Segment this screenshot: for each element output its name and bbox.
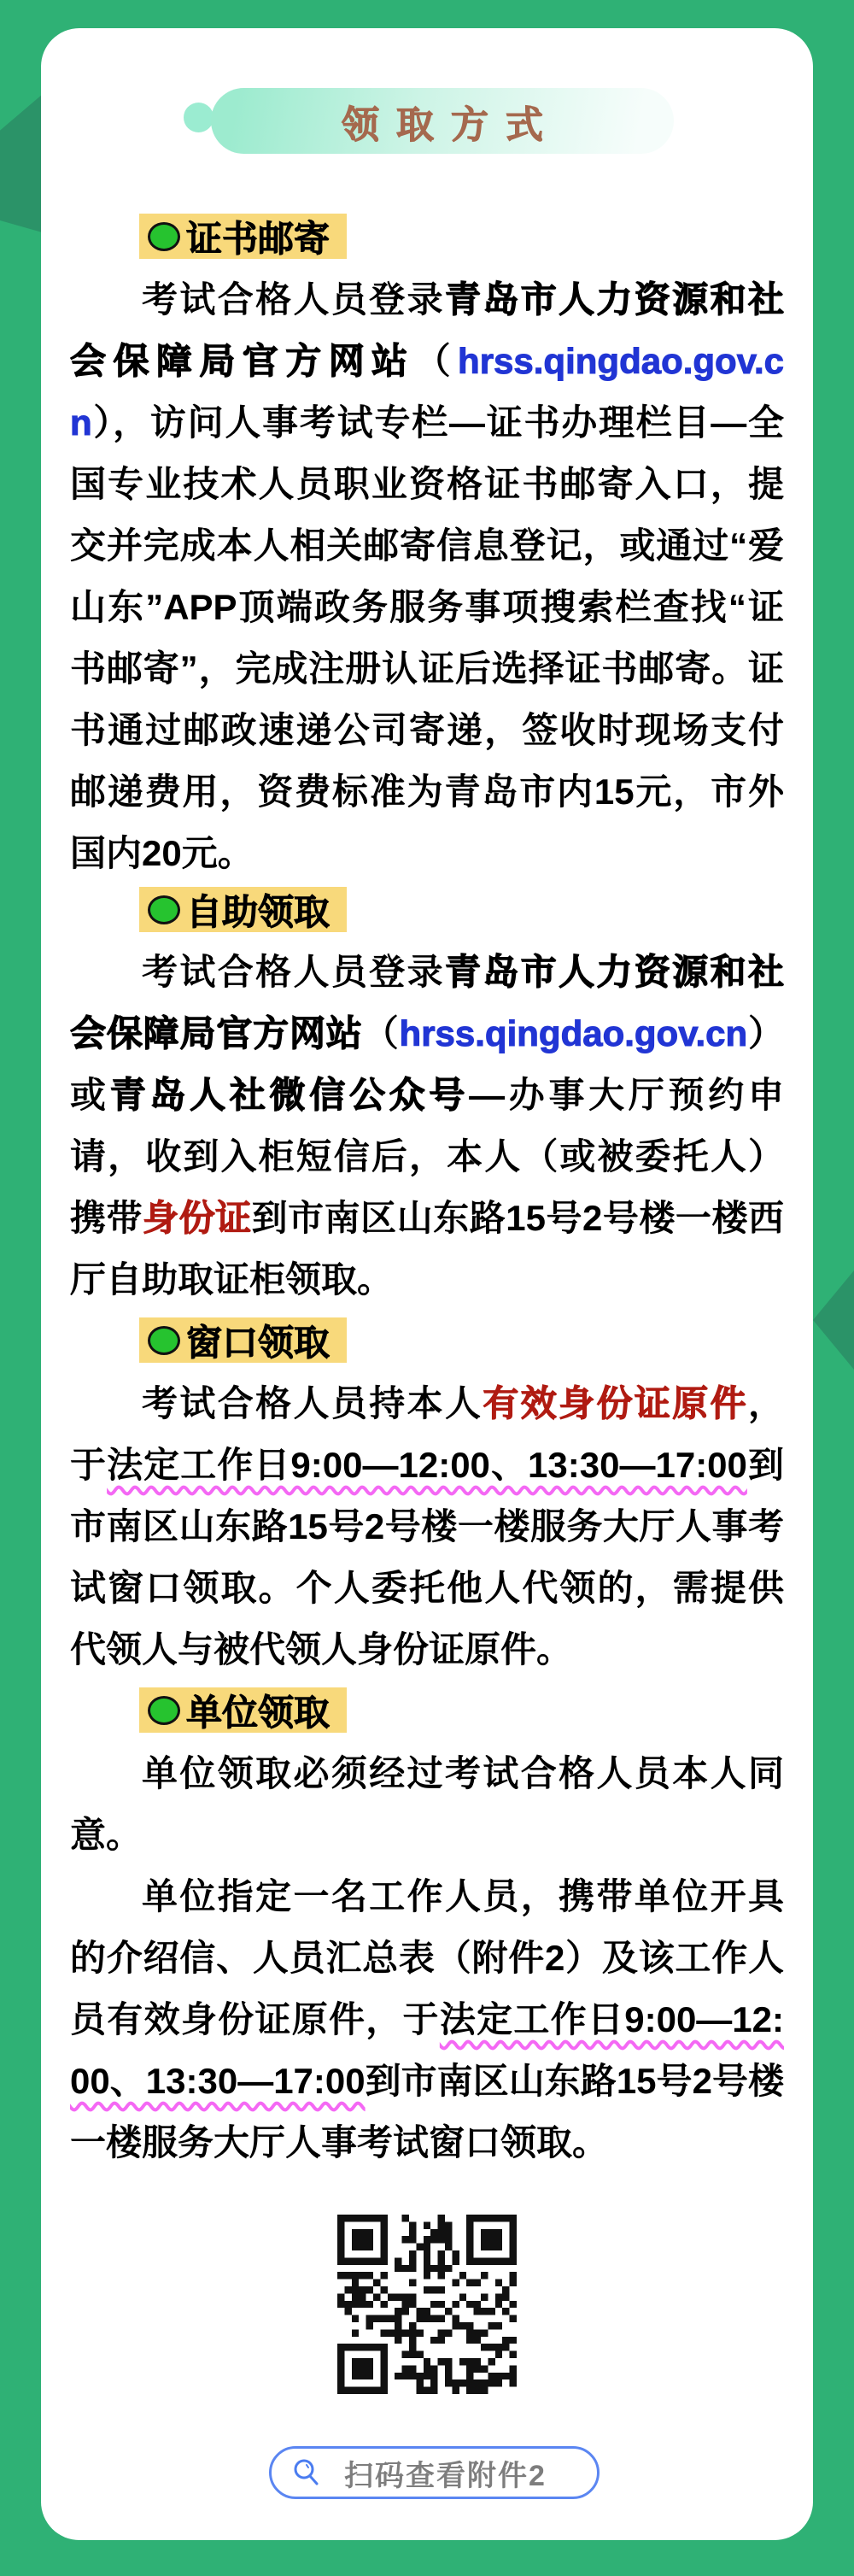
section-badge-label: 窗口领取	[186, 1322, 330, 1363]
url-link[interactable]: hrss.qingdao.gov.cn	[399, 1013, 748, 1053]
body-text: 青岛市人力资源和社会保障局官方网站	[70, 279, 784, 381]
page-title: 领取方式	[342, 103, 560, 146]
section-badge	[139, 1687, 347, 1733]
bullet-dot-icon	[148, 1326, 180, 1355]
body-text: （	[414, 341, 459, 381]
section-badge-label: 证书邮寄	[186, 218, 330, 259]
body-text: 单位指定一名工作人员，携带单位开具的介绍信、人员汇总表（附件2）及该工作人员有效身份证原件，于	[70, 1876, 784, 2039]
section-paragraphs	[70, 942, 784, 1311]
paragraph	[70, 269, 784, 884]
emphasis-red-text: 有效身份证原件	[483, 1383, 748, 1423]
section-badge	[139, 214, 347, 259]
decor-shape-right	[813, 1270, 854, 1370]
paragraph	[70, 942, 784, 1311]
body-text: 到市南区山东路15号2号楼一楼服务大厅人事考试窗口领取。	[70, 2061, 784, 2162]
section-paragraphs	[70, 269, 784, 884]
content-card	[41, 28, 813, 2540]
search-icon	[290, 2456, 323, 2489]
qr-code	[337, 2215, 517, 2394]
scan-attachment-label: 扫码查看附件2	[344, 2459, 547, 2492]
body-text: （	[362, 1013, 400, 1053]
body-text: 到市南区山东路15号2号楼一楼服务大厅人事考试窗口领取。个人委托他人代领的，需提供代领人与被代领人身份证原件。	[70, 1445, 784, 1669]
body-text: —办事大厅预约申请，收到入柜短信后，本人（或被委托人）携带	[70, 1075, 784, 1238]
bullet-dot-icon	[148, 222, 180, 251]
scan-attachment-button[interactable]	[269, 2446, 600, 2499]
paragraph	[70, 1373, 784, 1681]
url-link[interactable]: hrss.qingdao.gov.cn	[70, 341, 784, 443]
bullet-dot-icon	[148, 895, 180, 924]
wavy-underlined-text: 法定工作日9:00—12:00、13:30—17:00	[70, 1999, 784, 2101]
paragraph	[70, 1866, 784, 2174]
section-badge-label: 单位领取	[186, 1692, 330, 1733]
section-paragraphs	[70, 1373, 784, 1681]
body-text: 考试合格人员登录	[142, 952, 445, 992]
body-text: 单位领取必须经过考试合格人员本人同意。	[70, 1753, 784, 1855]
body-text: 青岛市人力资源和社会保障局官方网站	[70, 952, 784, 1053]
section-badge	[139, 887, 347, 932]
section-badge	[139, 1317, 347, 1363]
body-text: 考试合格人员持本人	[142, 1383, 483, 1423]
section-paragraphs	[70, 1743, 784, 2174]
section-badge-label: 自助领取	[186, 891, 330, 932]
body-text: 考试合格人员登录	[142, 279, 445, 320]
body-text: 青岛人社微信公众号	[109, 1075, 470, 1115]
wavy-underlined-text: 法定工作日9:00—12:00、13:30—17:00	[107, 1445, 747, 1485]
body-text: ，于	[70, 1383, 784, 1485]
paragraph	[70, 1743, 784, 1866]
mint-dot-decoration	[184, 103, 214, 132]
body-text: 到市南区山东路15号2号楼一楼西厅自助取证柜领取。	[70, 1198, 784, 1300]
decor-shape-left	[0, 90, 41, 235]
body-text: ），访问人事考试专栏—证书办理栏目—全国专业技术人员职业资格证书邮寄入口，提交并完成本人相关邮寄信息登记，或通过“爱山东”APP顶端政务服务事项搜索栏查找“证书邮寄”，完成注册认证后选择证书邮寄。证书通过邮政速递公司寄递，签收时现场支付邮递费用，资费标准为青岛市内15元，市外国内20元。	[70, 402, 784, 873]
emphasis-red-text: 身份证	[143, 1198, 252, 1238]
qr-code-image	[337, 2215, 517, 2394]
bullet-dot-icon	[148, 1696, 180, 1725]
body-text: ）或	[70, 1013, 784, 1115]
section-title-banner	[211, 88, 674, 154]
